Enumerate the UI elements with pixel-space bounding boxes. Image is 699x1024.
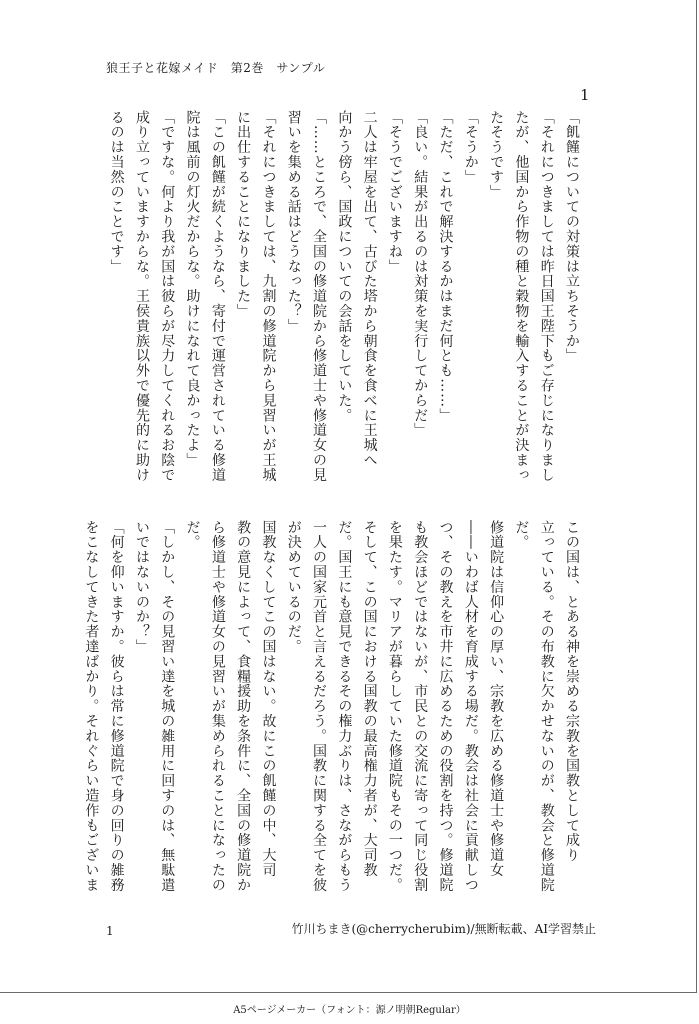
- text-line: ら修道士や修道女の見習いが集められることになったの: [209, 520, 226, 893]
- text-line: 「それにつきましては昨日国王陛下もご存じになりまし: [538, 110, 555, 483]
- text-line: に出仕することになりました」: [235, 110, 252, 319]
- text-line: をこなしてきた者達ばかり。それぐらい造作もございま: [83, 520, 100, 893]
- text-line: たが、他国から作物の種と穀物を輸入することが決まっ: [513, 110, 530, 483]
- text-line: 国教なくしてこの国はない。故にこの飢饉の中、大司: [260, 520, 277, 878]
- running-header: 狼王子と花嫁メイド 第2巻 サンプル: [106, 61, 326, 75]
- text-line: 「何を仰いますか。彼らは常に修道院で身の回りの雑務: [108, 520, 125, 893]
- text-line: 「飢饉についての対策は立ちそうか」: [564, 110, 580, 364]
- text-line: だ。国王にも意見できるその権力ぶりは、さながらもう: [336, 520, 353, 893]
- text-line: 「良い。結果が出るのは対策を実行してからだ」: [412, 110, 429, 438]
- text-line: が決めているのだ。: [285, 520, 302, 655]
- text-line: 「この飢饉が続くようなら、寄付で運営されている修道: [209, 110, 226, 483]
- text-line: いではないのか？」: [133, 520, 150, 655]
- text-line: 習いを集める話はどうなった？」: [285, 110, 302, 334]
- text-line: を果たす。マリアが暮らしていた修道院もその一つだ。: [386, 520, 403, 893]
- text-line: 教の意見によって、食糧援助を条件に、全国の修道院か: [235, 520, 252, 893]
- text-line: 「そうか」: [462, 110, 479, 185]
- text-line: 二人は牢屋を出て、古びた塔から朝食を食べに王城へ: [361, 110, 378, 468]
- text-line: 「……ところで、全国の修道院から修道士や修道女の見: [311, 110, 328, 483]
- text-line: そして、この国における国教の最高権力者が、大司教: [361, 520, 378, 878]
- text-line: 「しかし、その見習い達を城の雑用に回すのは、無駄遣: [159, 520, 176, 893]
- text-line: だ。: [513, 520, 530, 550]
- text-line: 立っている。その布教に欠かせないのが、教会と修道院: [538, 520, 555, 893]
- text-line: 成り立っていますからな。王侯貴族以外で優先的に助け: [133, 110, 150, 483]
- text-line: 院は風前の灯火だからな。助けになれて良かったよ」: [184, 110, 201, 468]
- text-line: 「そうでございますね」: [386, 110, 403, 274]
- author-credit: 竹川ちまき(@cherrycherubim)/無断転載、AI学習禁止: [291, 922, 596, 936]
- text-line: ――いわば人材を育成する場だ。教会は社会に貢献しつ: [462, 520, 479, 893]
- chapter-number: 1: [580, 86, 590, 104]
- text-block-bottom: [83, 520, 584, 895]
- page-number: 1: [106, 924, 114, 938]
- generator-caption: A5ページメーカー（フォント：源ノ明朝Regular）: [233, 1005, 466, 1016]
- text-line: るのは当然のことです」: [108, 110, 125, 274]
- text-line: 修道院は信仰心の厚い、宗教を広める修道士や修道女: [488, 520, 505, 878]
- text-line: 「ただ、これで解決するかはまだ何とも……」: [437, 110, 454, 423]
- text-line: 向かう傍ら、国政についての会話をしていた。: [336, 110, 353, 423]
- text-line: 一人の国家元首と言えるだろう。国教に関する全てを彼: [311, 520, 328, 893]
- text-line: つ、その教えを市井に広めるための役割を持つ。修道院: [437, 520, 454, 893]
- text-line: 「それにつきましては、九割の修道院から見習いが王城: [260, 110, 277, 483]
- text-line: 「ですな。何より我が国は彼らが尽力してくれるお陰で: [159, 110, 176, 483]
- text-block-top: [94, 110, 584, 483]
- text-line: この国は、とある神を崇める宗教を国教として成り: [564, 520, 580, 863]
- text-line: だ。: [184, 520, 201, 550]
- text-line: たそうです」: [488, 110, 505, 200]
- text-line: も教会ほどではないが、市民との交流に寄って同じ役割: [412, 520, 429, 893]
